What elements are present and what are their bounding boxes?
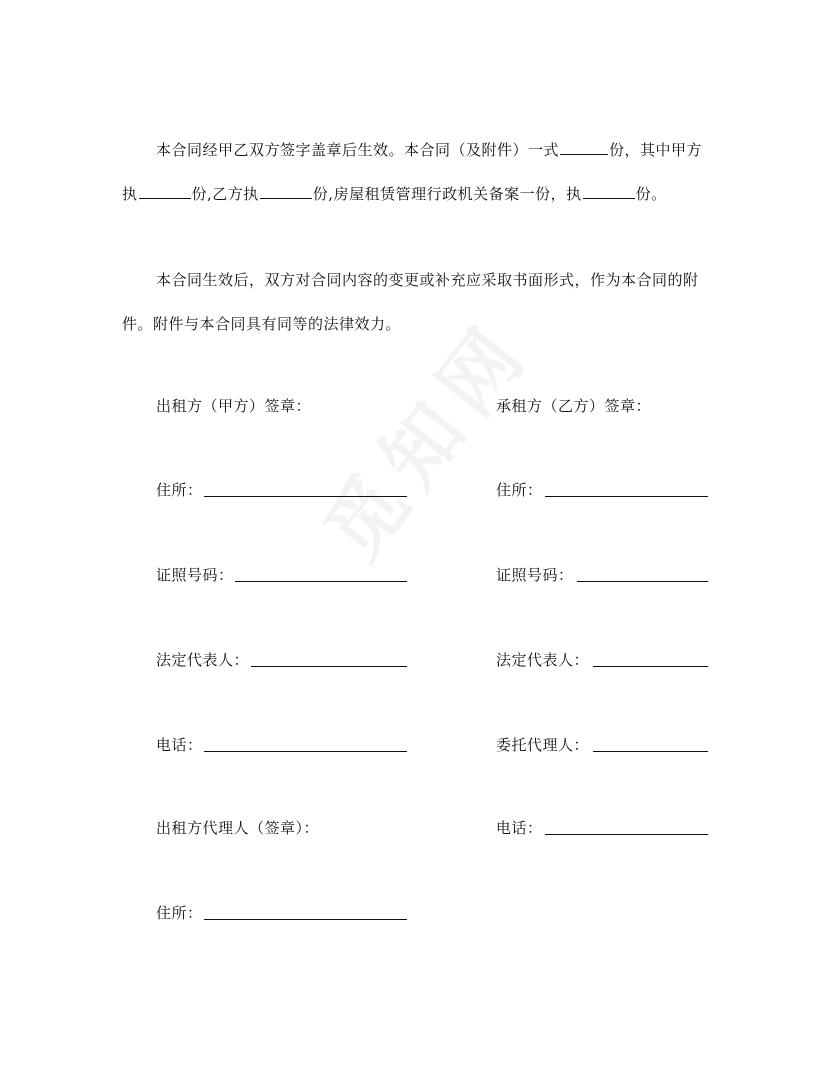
lessee-address-line[interactable] xyxy=(545,496,708,497)
lessee-signature-label: 承租方（乙方）签章： xyxy=(496,397,652,415)
lessor-legal-rep-label: 法定代表人： xyxy=(156,651,250,669)
paragraph1-text-5: 份。 xyxy=(635,185,667,203)
copies-total-blank[interactable] xyxy=(560,139,608,155)
lessee-legal-rep-label: 法定代表人： xyxy=(496,651,590,669)
lessor-phone-line[interactable] xyxy=(204,751,407,752)
amendment-paragraph: 本合同生效后，双方对合同内容的变更或补充应采取书面形式，作为本合同的附件。附件与本合同具有同等的法律效力。 xyxy=(122,271,699,333)
copies-party-b-blank[interactable] xyxy=(260,183,312,199)
lessor-agent-address-label: 住所： xyxy=(156,904,203,922)
lessee-address-label: 住所： xyxy=(496,481,543,499)
lessor-id-line[interactable] xyxy=(235,581,407,582)
copies-other-blank[interactable] xyxy=(583,183,635,199)
lessee-id-label: 证照号码： xyxy=(496,566,574,584)
paragraph1-text-1: 本合同经甲乙双方签字盖章后生效。本合同（及附件）一式 xyxy=(156,141,560,159)
lessee-agent-label: 委托代理人： xyxy=(496,736,590,754)
paragraph1-text-3: 份,乙方执 xyxy=(191,185,259,203)
lessor-legal-rep-line[interactable] xyxy=(251,666,407,667)
lessor-agent-label: 出租方代理人（签章）： xyxy=(156,819,320,837)
lessee-id-line[interactable] xyxy=(577,581,708,582)
lessor-id-label: 证照号码： xyxy=(156,566,234,584)
copies-party-a-blank[interactable] xyxy=(139,183,191,199)
lessee-phone-line[interactable] xyxy=(545,834,708,835)
lessor-address-line[interactable] xyxy=(204,496,407,497)
paragraph1-text-2: 份，其中甲方执 xyxy=(122,141,703,203)
paragraph1-text-4: 份,房屋租赁管理行政机关备案一份，执 xyxy=(312,185,582,203)
lessee-phone-label: 电话： xyxy=(496,819,543,837)
lessee-legal-rep-line[interactable] xyxy=(593,666,708,667)
lessor-phone-label: 电话： xyxy=(156,736,203,754)
lessor-agent-address-line[interactable] xyxy=(204,919,407,920)
lessor-address-label: 住所： xyxy=(156,481,203,499)
lessor-signature-label: 出租方（甲方）签章： xyxy=(156,397,312,415)
validity-paragraph xyxy=(122,128,712,216)
lessee-agent-line[interactable] xyxy=(593,751,708,752)
